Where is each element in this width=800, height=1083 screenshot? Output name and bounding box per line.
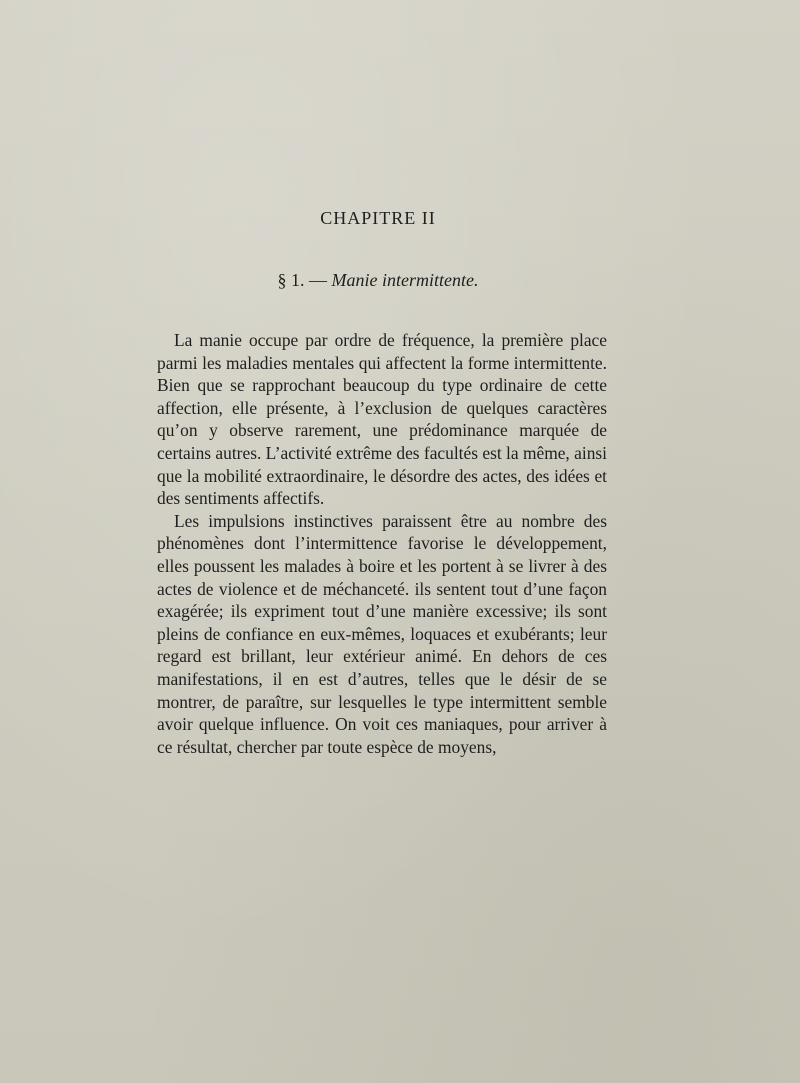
body-text	[157, 329, 607, 758]
section-name: Manie intermittente.	[331, 270, 479, 290]
paragraph: La manie occupe par ordre de fréquence, la première place parmi les maladies mentales qui affectent la forme intermittente. Bien que se rapprochant beaucoup du type ordinaire de cette affection, elle présente, à l’exclusion de quelques caractères qu’on y observe rarement, une prédominance marquée de certains autres. L’activité extrême des facultés est la même, ainsi que la mobilité extraordinaire, le désordre des actes, des idées et des sentiments affectifs.	[157, 330, 607, 509]
chapter-title: CHAPITRE II	[320, 208, 436, 228]
section-number: § 1. —	[277, 270, 328, 290]
paragraph: Les impulsions instinctives paraissent être au nombre des phénomènes dont l’intermittence favorise le développement, elles poussent les malades à boire et les portent à se livrer à des actes de violence et de méchanceté. ils sentent tout d’une façon exagérée; ils expriment tout d’une manière excessive; ils sont pleins de confiance en eux-mêmes, loquaces et exubérants; leur regard est brillant, leur extérieur animé. En dehors de ces manifestations, il en est d’autres, telles que le désir de se montrer, de paraître, sur lesquelles le type intermittent semble avoir quelque influence. On voit ces maniaques, pour arriver à ce résultat, chercher par toute espèce de moyens,	[157, 510, 607, 757]
section-heading	[0, 270, 756, 291]
